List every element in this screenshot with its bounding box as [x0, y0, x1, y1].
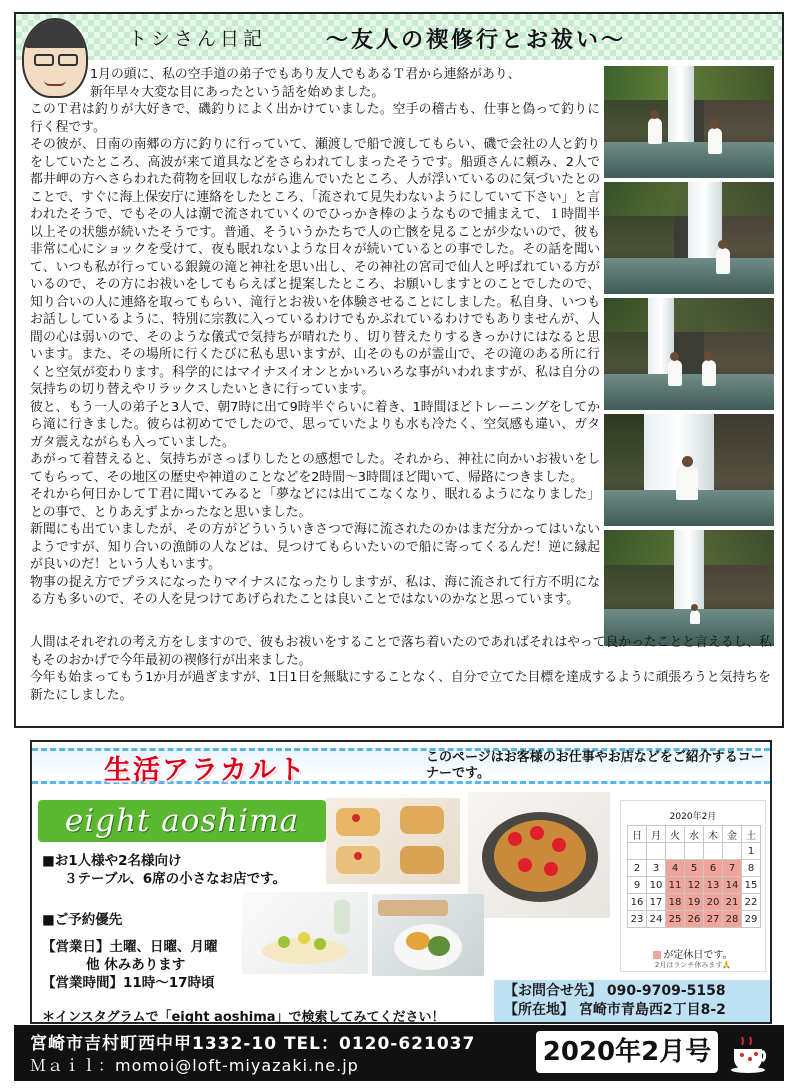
- calendar-weekday: 水: [685, 826, 704, 843]
- shop-hours-line: 【営業時間】11時～17時頃: [42, 975, 215, 991]
- calendar-weekday: 土: [742, 826, 761, 843]
- shop-line: ３テーブル、6席の小さなお店です。: [64, 871, 287, 887]
- calendar-day: 23: [628, 911, 647, 928]
- diary-body: [30, 66, 600, 609]
- calendar-weekday: 金: [723, 826, 742, 843]
- instagram-note: ＊インスタグラムで「eight aoshima」で検索してみてください！: [42, 1010, 445, 1025]
- food-photo-strawberry-tart: [468, 792, 610, 918]
- calendar-day: 13: [704, 877, 723, 894]
- diary-title-right: ～友人の禊修行とお祓い～: [326, 28, 627, 53]
- calendar-day: 19: [685, 894, 704, 911]
- issue-label: 2020年2月号: [534, 1029, 720, 1075]
- calendar-day: [628, 843, 647, 860]
- calendar-day: [666, 843, 685, 860]
- calendar-day: 6: [704, 860, 723, 877]
- diary-paragraph: 新年早々大変な目にあったという話を始めました。: [90, 84, 385, 100]
- shop-hours-line: 【営業日】土曜、日曜、月曜: [42, 939, 218, 955]
- shop-contact-box: [494, 980, 770, 1022]
- calendar-day: 22: [742, 894, 761, 911]
- calendar-day: 25: [666, 911, 685, 928]
- calendar-day: 4: [666, 860, 685, 877]
- calendar-day: 11: [666, 877, 685, 894]
- calendar-day: 18: [666, 894, 685, 911]
- contact-address: 【所在地】 宮崎市青島西2丁目8-2: [504, 1002, 726, 1018]
- diary-paragraph: 彼と、もう一人の弟子と3人で、朝7時に出て9時半ぐらいに着き、1時間ほどトレーニングをしてから滝に行きました。彼らは初めてでしたので、思っていたよりも水も冷たく、空気感も違い、ガタガタ震えながらも入っていました。: [30, 399, 600, 450]
- calendar-title: 2020年2月: [669, 812, 717, 822]
- alacarte-title: 生活アラカルト: [104, 755, 307, 786]
- footer-address: 宮崎市吉村町西中甲1332-10 TEL：0120-621037: [30, 1034, 476, 1054]
- calendar-day: 27: [704, 911, 723, 928]
- calendar-day: 14: [723, 877, 742, 894]
- waterfall-photo-1: [604, 66, 774, 178]
- diary-paragraph: 物事の捉え方でプラスになったりマイナスになったりしますが、私は、海に流されて行方不明になる方も多いので、その人を見つけてあげられたことは良いことではないのかなと思っています。: [30, 574, 600, 607]
- contact-phone: 【お問合せ先】 090-9709-5158: [504, 983, 726, 999]
- waterfall-photo-5: [604, 530, 774, 646]
- calendar-weekday: 火: [666, 826, 685, 843]
- calendar-day: 1: [742, 843, 761, 860]
- calendar-weekday: 月: [647, 826, 666, 843]
- diary-paragraph: このＴ君は釣りが大好きで、磯釣りによく出かけていました。空手の稽古も、仕事と偽って釣りに行く程です。: [30, 102, 600, 135]
- shop-hours-line: 他 休みあります: [86, 957, 186, 973]
- calendar-grid: [627, 825, 761, 928]
- business-calendar: [620, 800, 766, 972]
- closed-day-swatch: [653, 951, 661, 959]
- alacarte-section: [30, 740, 772, 1024]
- calendar-day: 24: [647, 911, 666, 928]
- calendar-day: 16: [628, 894, 647, 911]
- diary-closing: [30, 634, 778, 704]
- diary-paragraph: 1月の頭に、私の空手道の弟子でもあり友人でもあるＴ君から連絡があり、: [90, 67, 521, 82]
- calendar-day: 10: [647, 877, 666, 894]
- calendar-day: [723, 843, 742, 860]
- shop-line: ■お1人様や2名様向け: [42, 853, 182, 869]
- food-photo-lunch-plate: [372, 894, 484, 976]
- waterfall-photo-4: [604, 414, 774, 526]
- diary-title-left: トシさん日記: [128, 28, 267, 50]
- calendar-day: [685, 843, 704, 860]
- calendar-day: 29: [742, 911, 761, 928]
- calendar-day: 5: [685, 860, 704, 877]
- calendar-day: 26: [685, 911, 704, 928]
- footer: [14, 1025, 784, 1081]
- diary-header: [16, 14, 782, 60]
- calendar-day: 12: [685, 877, 704, 894]
- calendar-weekday: 木: [704, 826, 723, 843]
- shop-description: [42, 852, 312, 888]
- calendar-day: 7: [723, 860, 742, 877]
- calendar-day: 17: [647, 894, 666, 911]
- calendar-note: 2月はランチ休みます🙏: [654, 961, 732, 969]
- calendar-day: 28: [723, 911, 742, 928]
- calendar-day: 20: [704, 894, 723, 911]
- calendar-legend-text: が定休日です。: [663, 950, 733, 961]
- diary-paragraph: あがって着替えると、気持ちがさっぱりしたとの感想でした。それから、神社に向かいお祓いをしてもらって、その地区の歴史や神道のことなどを2時間～3時間ほど聞いて、帰路につきました。: [30, 452, 600, 485]
- calendar-day: 9: [628, 877, 647, 894]
- calendar-day: 21: [723, 894, 742, 911]
- diary-paragraph: 今年も始まってもう1か月が過ぎますが、1日1日を無駄にすることなく、自分で立てた目標を達成するように頑張ろうと気持ちを新たにしました。: [30, 670, 771, 703]
- calendar-legend: [621, 946, 765, 961]
- diary-paragraph: それから何日かしてＴ君に聞いてみると「夢などには出てこなくなり、眠れるようになりました」との事で、とりあえずよかったなと思いました。: [30, 487, 600, 520]
- food-photo-sandwich: [326, 798, 460, 884]
- diary-paragraph: その彼が、日南の南郷の方に釣りに行っていて、瀬渡しで船で渡してもらい、磯で会社の人と釣りをしていたところ、高波が来て道具などをさらわれてしまったそうです。船頭さんに頼み、2人で都井岬の方へさらわれた荷物を回収しながら進んでいたところ、人が浮いているのに気づいたとのことで、すぐに海上保安庁に連絡をしたところ、「流されて見失わないようにしていて下さい」と言われたそうで、でもその人は潮で流されていくのでひっかき棒のようなもので捕まえて、１時間半以上その状態が続いたそうです。普通、そういうかたちで人の亡骸を見ることが少ないので、彼も非常に心にショックを受けて、夜も眠れないような日々が続いているとの事でした。その話を聞いて、いつも私が行っている銀鏡の滝と神社を思い出し、その神社の宮司で仙人と呼ばれている方がいるので、その方にお祓いをしてもらえばと提案したところ、お願いしますとのことでしたので、知り合いの人に連絡を取ってもらい、滝行とお祓いを体験させることにしました。私自身、いつもお話ししているように、特別に宗教に入っているわけでもかぶれているわけでもありませんが、人間の心は弱いので、そのような儀式で気持ちが晴れたり、切り替えたりするきっかけにはなると思います。また、その場所に行くたびに私も思いますが、山そのものが霊山で、その滝のある所に行くと空気が変わります。科学的にはマイナスイオンとかいろいろな事がいわれますが、私は自分の気持ちの切り替えやリラックスしたいときに行っています。: [30, 137, 600, 397]
- calendar-day: 15: [742, 877, 761, 894]
- diary-paragraph: 人間はそれぞれの考え方をしますので、彼もお祓いをすることで落ち着いたのであればそれはやって良かったことと言えるし、私もそのおかげで今年最初の禊修行が出来ました。: [30, 635, 772, 668]
- teacup-icon: [728, 1035, 776, 1073]
- calendar-day: [704, 843, 723, 860]
- shop-reservation: ■ご予約優先: [42, 912, 123, 928]
- diary-paragraph: 新聞にも出ていましたが、その方がどういういきさつで海に流されたのかはまだ分かってはいないようですが、知り合いの漁師の人などは、見つけてもらいたいので船に寄ってくるんだ！逆に縁起が良いのだ！という人もいます。: [30, 522, 600, 572]
- diary-section: [14, 12, 784, 728]
- calendar-day: [647, 843, 666, 860]
- waterfall-photo-2: [604, 182, 774, 294]
- calendar-day: 8: [742, 860, 761, 877]
- alacarte-intro: このページはお客様のお仕事やお店などをご紹介するコーナーです。: [426, 750, 764, 781]
- calendar-day: 3: [647, 860, 666, 877]
- shop-brand-logo: eight aoshima: [38, 800, 326, 842]
- calendar-day: 2: [628, 860, 647, 877]
- calendar-weekday: 日: [628, 826, 647, 843]
- waterfall-photo-3: [604, 298, 774, 410]
- footer-mail: Ｍａｉｌ：momoi@loft-miyazaki.ne.jp: [30, 1056, 359, 1075]
- food-photo-parfait: [242, 892, 368, 974]
